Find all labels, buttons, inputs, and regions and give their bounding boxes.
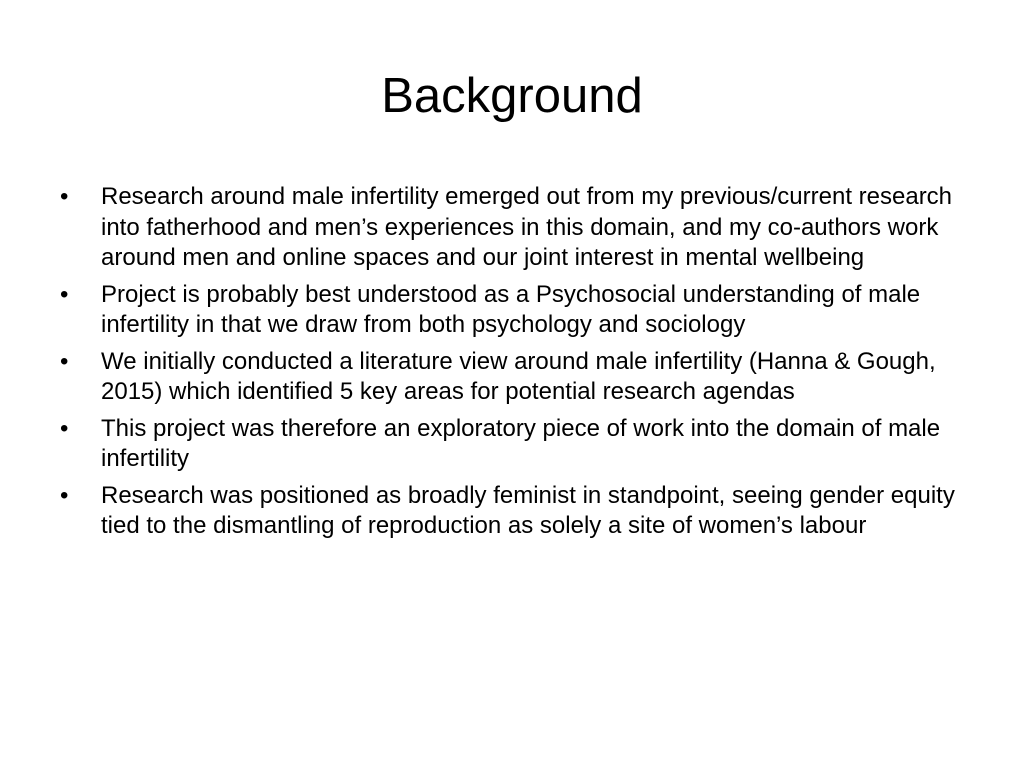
bullet-item bbox=[60, 481, 980, 542]
bullet-item bbox=[60, 414, 980, 475]
bullet-text: We initially conducted a literature view around male infertility (Hanna & Gough, 2015) which identified 5 key areas for potential research agendas bbox=[101, 347, 936, 405]
bullet-text: Project is probably best understood as a Psychosocial understanding of male infertility in that we draw from both psychology and sociology bbox=[101, 280, 921, 338]
bullet-item bbox=[60, 280, 980, 341]
bullet-list bbox=[60, 182, 980, 548]
bullet-icon: • bbox=[60, 347, 69, 375]
bullet-item bbox=[60, 347, 980, 408]
bullet-icon: • bbox=[60, 280, 69, 308]
bullet-item bbox=[60, 182, 980, 274]
bullet-text: Research around male infertility emerged out from my previous/current research into fatherhood and men’s experiences in this domain, and my co-authors work around men and online spaces and our joint interest in mental wellbeing bbox=[101, 183, 953, 271]
bullet-icon: • bbox=[60, 183, 69, 210]
bullet-text: This project was therefore an exploratory piece of work into the domain of male infertility bbox=[101, 414, 941, 472]
bullet-icon: • bbox=[60, 481, 69, 509]
bullet-icon: • bbox=[60, 414, 69, 442]
slide-title: Background bbox=[381, 69, 643, 123]
bullet-text: Research was positioned as broadly feminist in standpoint, seeing gender equity tied to the dismantling of reproduction as solely a site of women’s labour bbox=[101, 481, 955, 539]
